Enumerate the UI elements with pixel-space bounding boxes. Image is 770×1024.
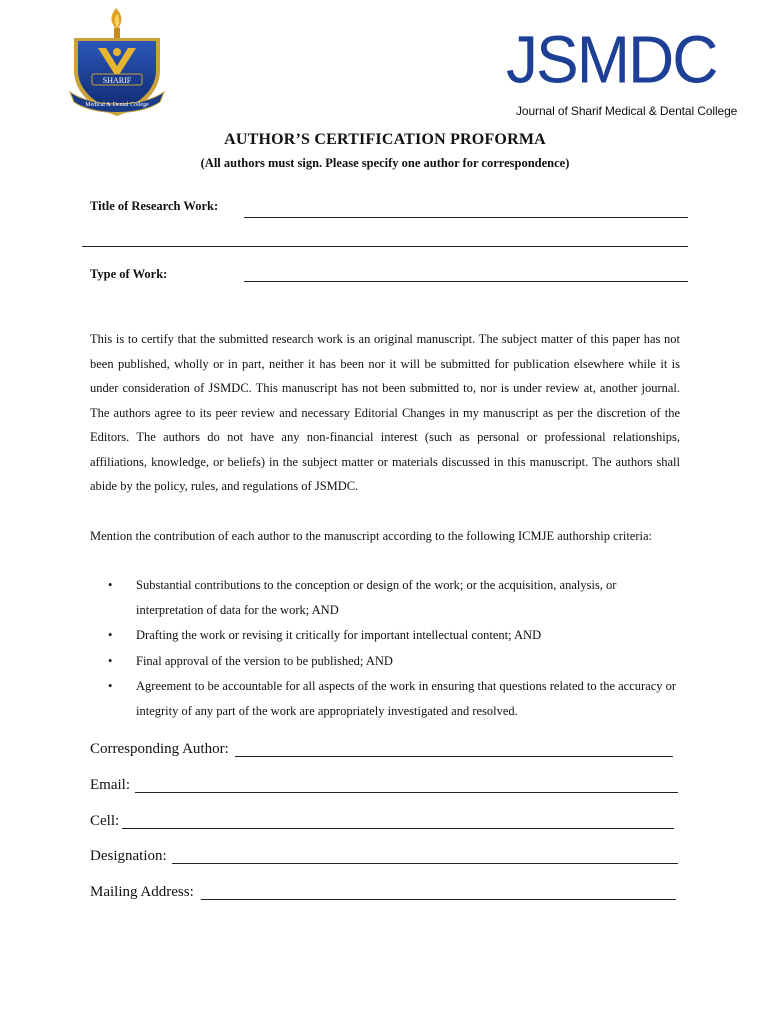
svg-text:Medical & Dental College: Medical & Dental College (85, 102, 149, 108)
type-of-work-line[interactable] (244, 281, 688, 282)
bullet-icon: • (108, 653, 113, 668)
journal-full-name: Journal of Sharif Medical & Dental College (516, 104, 738, 118)
cell-field[interactable] (122, 828, 674, 829)
college-crest-logo (62, 4, 172, 122)
research-title-line[interactable] (244, 217, 688, 218)
cell-label: Cell: (90, 813, 120, 829)
research-title-line-2[interactable] (82, 246, 688, 247)
email-field[interactable] (135, 792, 678, 793)
designation-field[interactable] (172, 863, 678, 864)
journal-abbreviation: JSMDC (506, 21, 717, 98)
contribution-instruction: Mention the contribution of each author to the manuscript according to the following ICMJE authorship criteria: (90, 529, 653, 543)
bullet-icon: • (108, 679, 113, 693)
list-item (108, 674, 683, 723)
criteria-text: Agreement to be accountable for all aspects of the work in ensuring that questions related to the accuracy or integrity of any part of the work are appropriately investigated and resolved. (136, 679, 677, 718)
type-of-work-label: Type of Work: (90, 267, 168, 281)
list-item (108, 573, 683, 622)
criteria-text: Drafting the work or revising it critically for important intellectual content; AND (136, 628, 542, 642)
bullet-icon: • (108, 628, 113, 642)
list-item (108, 649, 683, 674)
mailing-address-label: Mailing Address: (90, 884, 194, 900)
document-subtitle: (All authors must sign. Please specify one author for correspondence) (200, 156, 570, 170)
criteria-list (108, 573, 683, 724)
document-title: AUTHOR’S CERTIFICATION PROFORMA (224, 131, 546, 148)
email-label: Email: (90, 777, 130, 793)
mailing-address-field[interactable] (201, 899, 676, 900)
list-item (108, 623, 683, 648)
bullet-icon: • (108, 578, 113, 592)
criteria-text: Substantial contributions to the conception or design of the work; or the acquisition, analysis, or interpretation of data for the work; AND (136, 578, 617, 617)
corresponding-author-label: Corresponding Author: (90, 741, 229, 757)
research-title-label: Title of Research Work: (90, 199, 219, 213)
svg-text:SHARIF: SHARIF (102, 76, 132, 85)
criteria-text: Final approval of the version to be published; AND (136, 653, 393, 668)
journal-logo (500, 21, 738, 122)
certification-paragraph: This is to certify that the submitted research work is an original manuscript. The subject matter of this paper has not been published, wholly or in part, neither it has been nor it will be submitted for publication elsewhere while it is under consideration of JSMDC. This manuscript has not been submitted to, nor is under review at, another journal. The authors agree to its peer review and necessary Editorial Changes in my manuscript as per the discretion of the Editors. The authors do not have any non-financial interest (such as personal or professional relationships, affiliations, knowledge, or beliefs) in the subject matter or materials discussed in this manuscript. The authors shall abide by the policy, rules, and regulations of JSMDC. (90, 332, 680, 493)
college-crest-icon (62, 4, 172, 122)
corresponding-author-field[interactable] (235, 756, 673, 757)
designation-label: Designation: (90, 848, 167, 864)
